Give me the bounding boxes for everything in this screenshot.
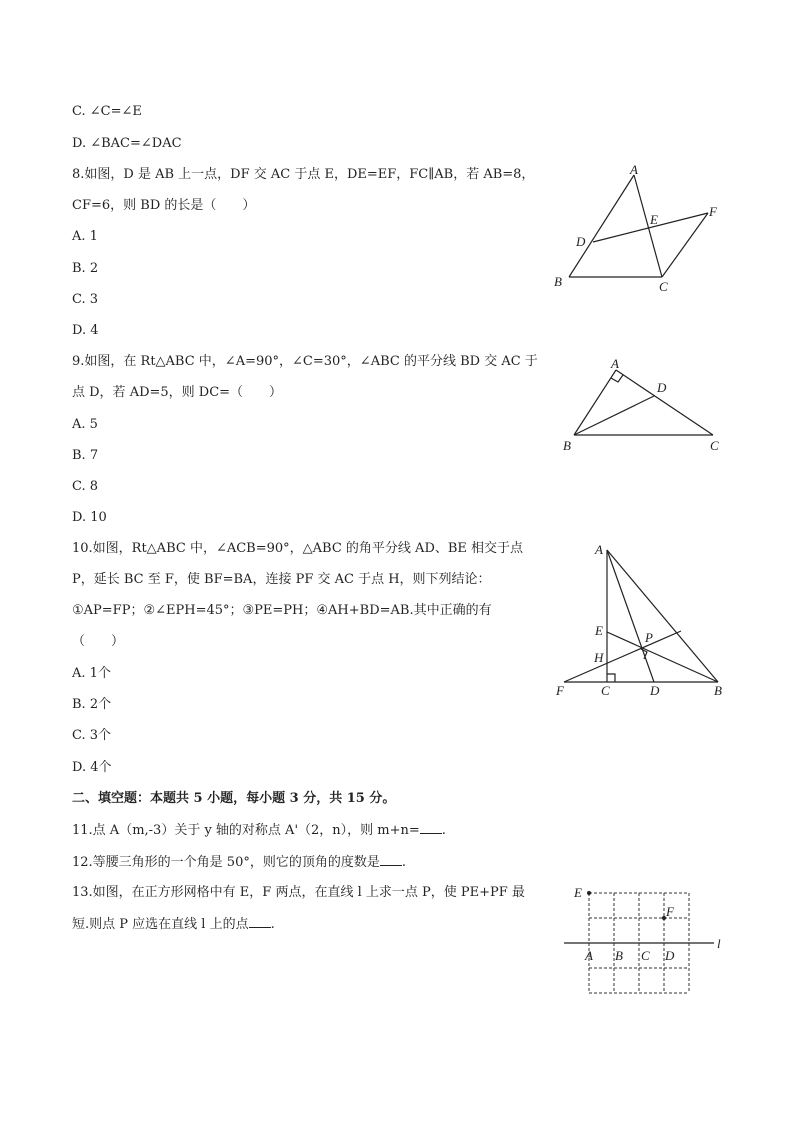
q9-label-d: D	[657, 380, 667, 395]
q8-label-f: F	[709, 204, 717, 219]
q13-label-d: D	[665, 948, 675, 963]
q13-stem-line1: 13.如图，在正方形网格中有 E，F 两点，在直线 l 上求一点 P，使 PE+PF 最	[72, 885, 525, 900]
q11-stem	[72, 821, 446, 840]
q9-figure	[555, 352, 735, 462]
q12-end: .	[401, 855, 406, 870]
q10-option-a: A. 1个	[72, 666, 111, 681]
q10-stem-line2: P，延长 BC 至 F，使 BF=BA，连接 PF 交 AC 于点 H，则下列结论：	[72, 572, 491, 587]
q10-label-e: E	[595, 623, 603, 638]
q10-stem-line3: ①AP=FP；②∠EPH=45°；③PE=PH；④AH+BD=AB.其中正确的有	[72, 603, 492, 618]
q10-label-a: A	[595, 542, 603, 557]
q13-text: 短.则点 P 应选在直线 l 上的点	[72, 917, 249, 932]
q8-stem-line1: 8.如图，D 是 AB 上一点，DF 交 AC 于点 E，DE=EF，FC∥AB，若 AB=8，	[72, 167, 535, 182]
q8-label-c: C	[659, 279, 668, 294]
q11-answer-blank[interactable]	[420, 821, 442, 834]
q10-figure	[550, 538, 730, 703]
q10-option-d: D. 4个	[72, 760, 112, 775]
q9-option-b: B. 7	[72, 448, 99, 463]
q13-label-c: C	[641, 948, 650, 963]
q13-label-l: l	[717, 936, 721, 951]
q9-label-a: A	[611, 356, 619, 371]
q9-label-b: B	[563, 438, 571, 453]
q8-stem-line2: CF=6，则 BD 的长是（ ）	[72, 198, 256, 213]
q10-option-b: B. 2个	[72, 697, 112, 712]
q9-stem-line1: 9.如图，在 Rt△ABC 中，∠A=90°，∠C=30°，∠ABC 的平分线 BD 交 AC 于	[72, 354, 538, 369]
q11-end: .	[441, 823, 446, 838]
q10-stem-line1: 10.如图，Rt△ABC 中，∠ACB=90°，△ABC 的角平分线 AD、BE 相交于点	[72, 541, 524, 556]
q10-label-f: F	[556, 683, 564, 698]
q13-figure	[558, 880, 734, 1005]
q7-option-c: C. ∠C=∠E	[72, 104, 142, 119]
q10-label-b: B	[714, 683, 722, 698]
q10-label-d: D	[650, 683, 660, 698]
q10-label-c: C	[601, 683, 610, 698]
section-2-heading: 二、填空题：本题共 5 小题，每小题 3 分，共 15 分。	[72, 791, 396, 806]
q9-option-c: C. 8	[72, 479, 99, 494]
q13-end: .	[270, 917, 275, 932]
q13-answer-blank[interactable]	[249, 915, 271, 928]
q13-label-a: A	[585, 948, 593, 963]
q10-stem-line4: （ ）	[72, 634, 125, 649]
q10-option-c: C. 3个	[72, 728, 112, 743]
q13-stem-line2	[72, 915, 275, 934]
q8-label-a: A	[630, 162, 638, 177]
q9-stem-line2: 点 D，若 AD=5，则 DC=（ ）	[72, 385, 283, 400]
q8-option-b: B. 2	[72, 261, 99, 276]
q13-label-b: B	[615, 948, 623, 963]
q8-figure	[545, 160, 735, 300]
q12-text: 12.等腰三角形的一个角是 50°，则它的顶角的度数是	[72, 855, 380, 870]
q9-label-c: C	[710, 438, 719, 453]
q8-option-d: D. 4	[72, 323, 99, 338]
q12-stem	[72, 853, 406, 872]
q9-option-a: A. 5	[72, 417, 98, 432]
q10-label-p: P	[645, 630, 653, 645]
q8-label-d: D	[576, 234, 586, 249]
q9-option-d: D. 10	[72, 510, 107, 525]
q13-label-f: F	[666, 904, 674, 919]
q7-option-d: D. ∠BAC=∠DAC	[72, 136, 182, 151]
q8-label-e: E	[650, 212, 658, 227]
q10-label-h: H	[594, 650, 604, 665]
q8-option-a: A. 1	[72, 229, 98, 244]
q11-text: 11.点 A（m,-3）关于 y 轴的对称点 A'（2，n），则 m+n=	[72, 823, 420, 838]
q13-label-e: E	[574, 885, 582, 900]
q8-option-c: C. 3	[72, 292, 99, 307]
q12-answer-blank[interactable]	[380, 853, 402, 866]
q8-label-b: B	[554, 274, 562, 289]
